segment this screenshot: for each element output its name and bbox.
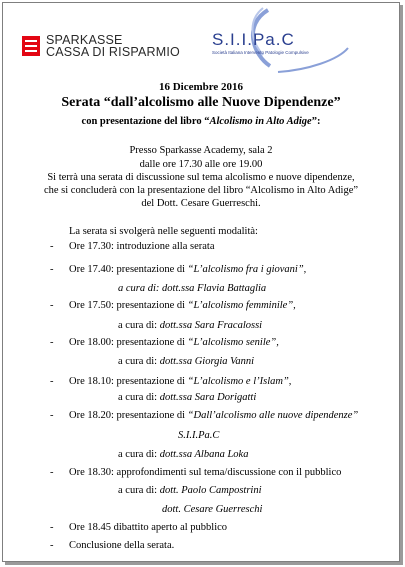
program-speaker: a cura di: dott.ssa Sara Fracalossi bbox=[118, 320, 263, 331]
program-speaker: a cura di: dott.ssa Albana Loka bbox=[118, 449, 249, 460]
sparkasse-logo-icon bbox=[22, 36, 40, 56]
bullet-dash: - bbox=[50, 522, 54, 533]
event-title: Serata “dall’alcolismo alle Nuove Dipendenze” bbox=[61, 95, 341, 110]
program-item: Ore 18.20: presentazione di “Dall’alcolismo alle nuove dipendenze” bbox=[69, 410, 359, 421]
sparkasse-subname: CASSA DI RISPARMIO bbox=[46, 45, 180, 59]
program-item: Ore 17.30: introduzione alla serata bbox=[69, 241, 215, 252]
program-item: Ore 18.30: approfondimenti sul tema/discussione con il pubblico bbox=[69, 467, 342, 478]
description-line: del Dott. Cesare Guerreschi. bbox=[141, 198, 261, 209]
program-item: Conclusione della serata. bbox=[69, 540, 175, 551]
program-speaker: a cura di: dott.ssa Giorgia Vanni bbox=[118, 356, 255, 367]
program-speaker: a cura di: dott.ssa Sara Dorigatti bbox=[118, 392, 257, 403]
bullet-dash: - bbox=[50, 376, 54, 387]
program-item: Ore 18.10: presentazione di “L’alcolismo e l’Islam”, bbox=[69, 376, 292, 387]
bullet-dash: - bbox=[50, 410, 54, 421]
sparkasse-name: SPARKASSE bbox=[46, 33, 123, 47]
siipac-subtitle: Società Italiana Intervento Patologie Compulsive bbox=[212, 50, 309, 55]
bullet-dash: - bbox=[50, 300, 54, 311]
program-item: Ore 18.45 dibattito aperto al pubblico bbox=[69, 522, 228, 533]
program-organization: S.I.I.Pa.C bbox=[178, 430, 220, 441]
event-subtitle: con presentazione del libro “Alcolismo in Alto Adige”: bbox=[81, 116, 321, 127]
bullet-dash: - bbox=[50, 241, 54, 252]
bullet-dash: - bbox=[50, 540, 54, 551]
time-line: dalle ore 17.30 alle ore 19.00 bbox=[139, 159, 263, 170]
program-item: Ore 18.00: presentazione di “L’alcolismo senile”, bbox=[69, 337, 279, 348]
program-item: Ore 17.40: presentazione di “L’alcolismo fra i giovani”, bbox=[69, 264, 307, 275]
program-intro: La serata si svolgerà nelle seguenti modalità: bbox=[69, 226, 258, 237]
program-item: Ore 17.50: presentazione di “L’alcolismo femminile”, bbox=[69, 300, 296, 311]
bullet-dash: - bbox=[50, 337, 54, 348]
program-speaker: dott. Cesare Guerreschi bbox=[162, 504, 263, 515]
description-line: che si concluderà con la presentazione del libro “Alcolismo in Alto Adige” bbox=[43, 185, 359, 196]
description-line: Si terrà una serata di discussione sul tema alcolismo e nuove dipendenze, bbox=[47, 172, 355, 183]
venue-line: Presso Sparkasse Academy, sala 2 bbox=[129, 145, 273, 156]
siipac-name: S.I.I.Pa.C bbox=[212, 30, 295, 49]
bullet-dash: - bbox=[50, 264, 54, 275]
bullet-dash: - bbox=[50, 467, 54, 478]
event-date: 16 Dicembre 2016 bbox=[158, 81, 244, 93]
program-speaker: a cura di: dott. Paolo Campostrini bbox=[118, 485, 262, 496]
program-speaker: a cura di: dott.ssa Flavia Battaglia bbox=[118, 283, 267, 294]
